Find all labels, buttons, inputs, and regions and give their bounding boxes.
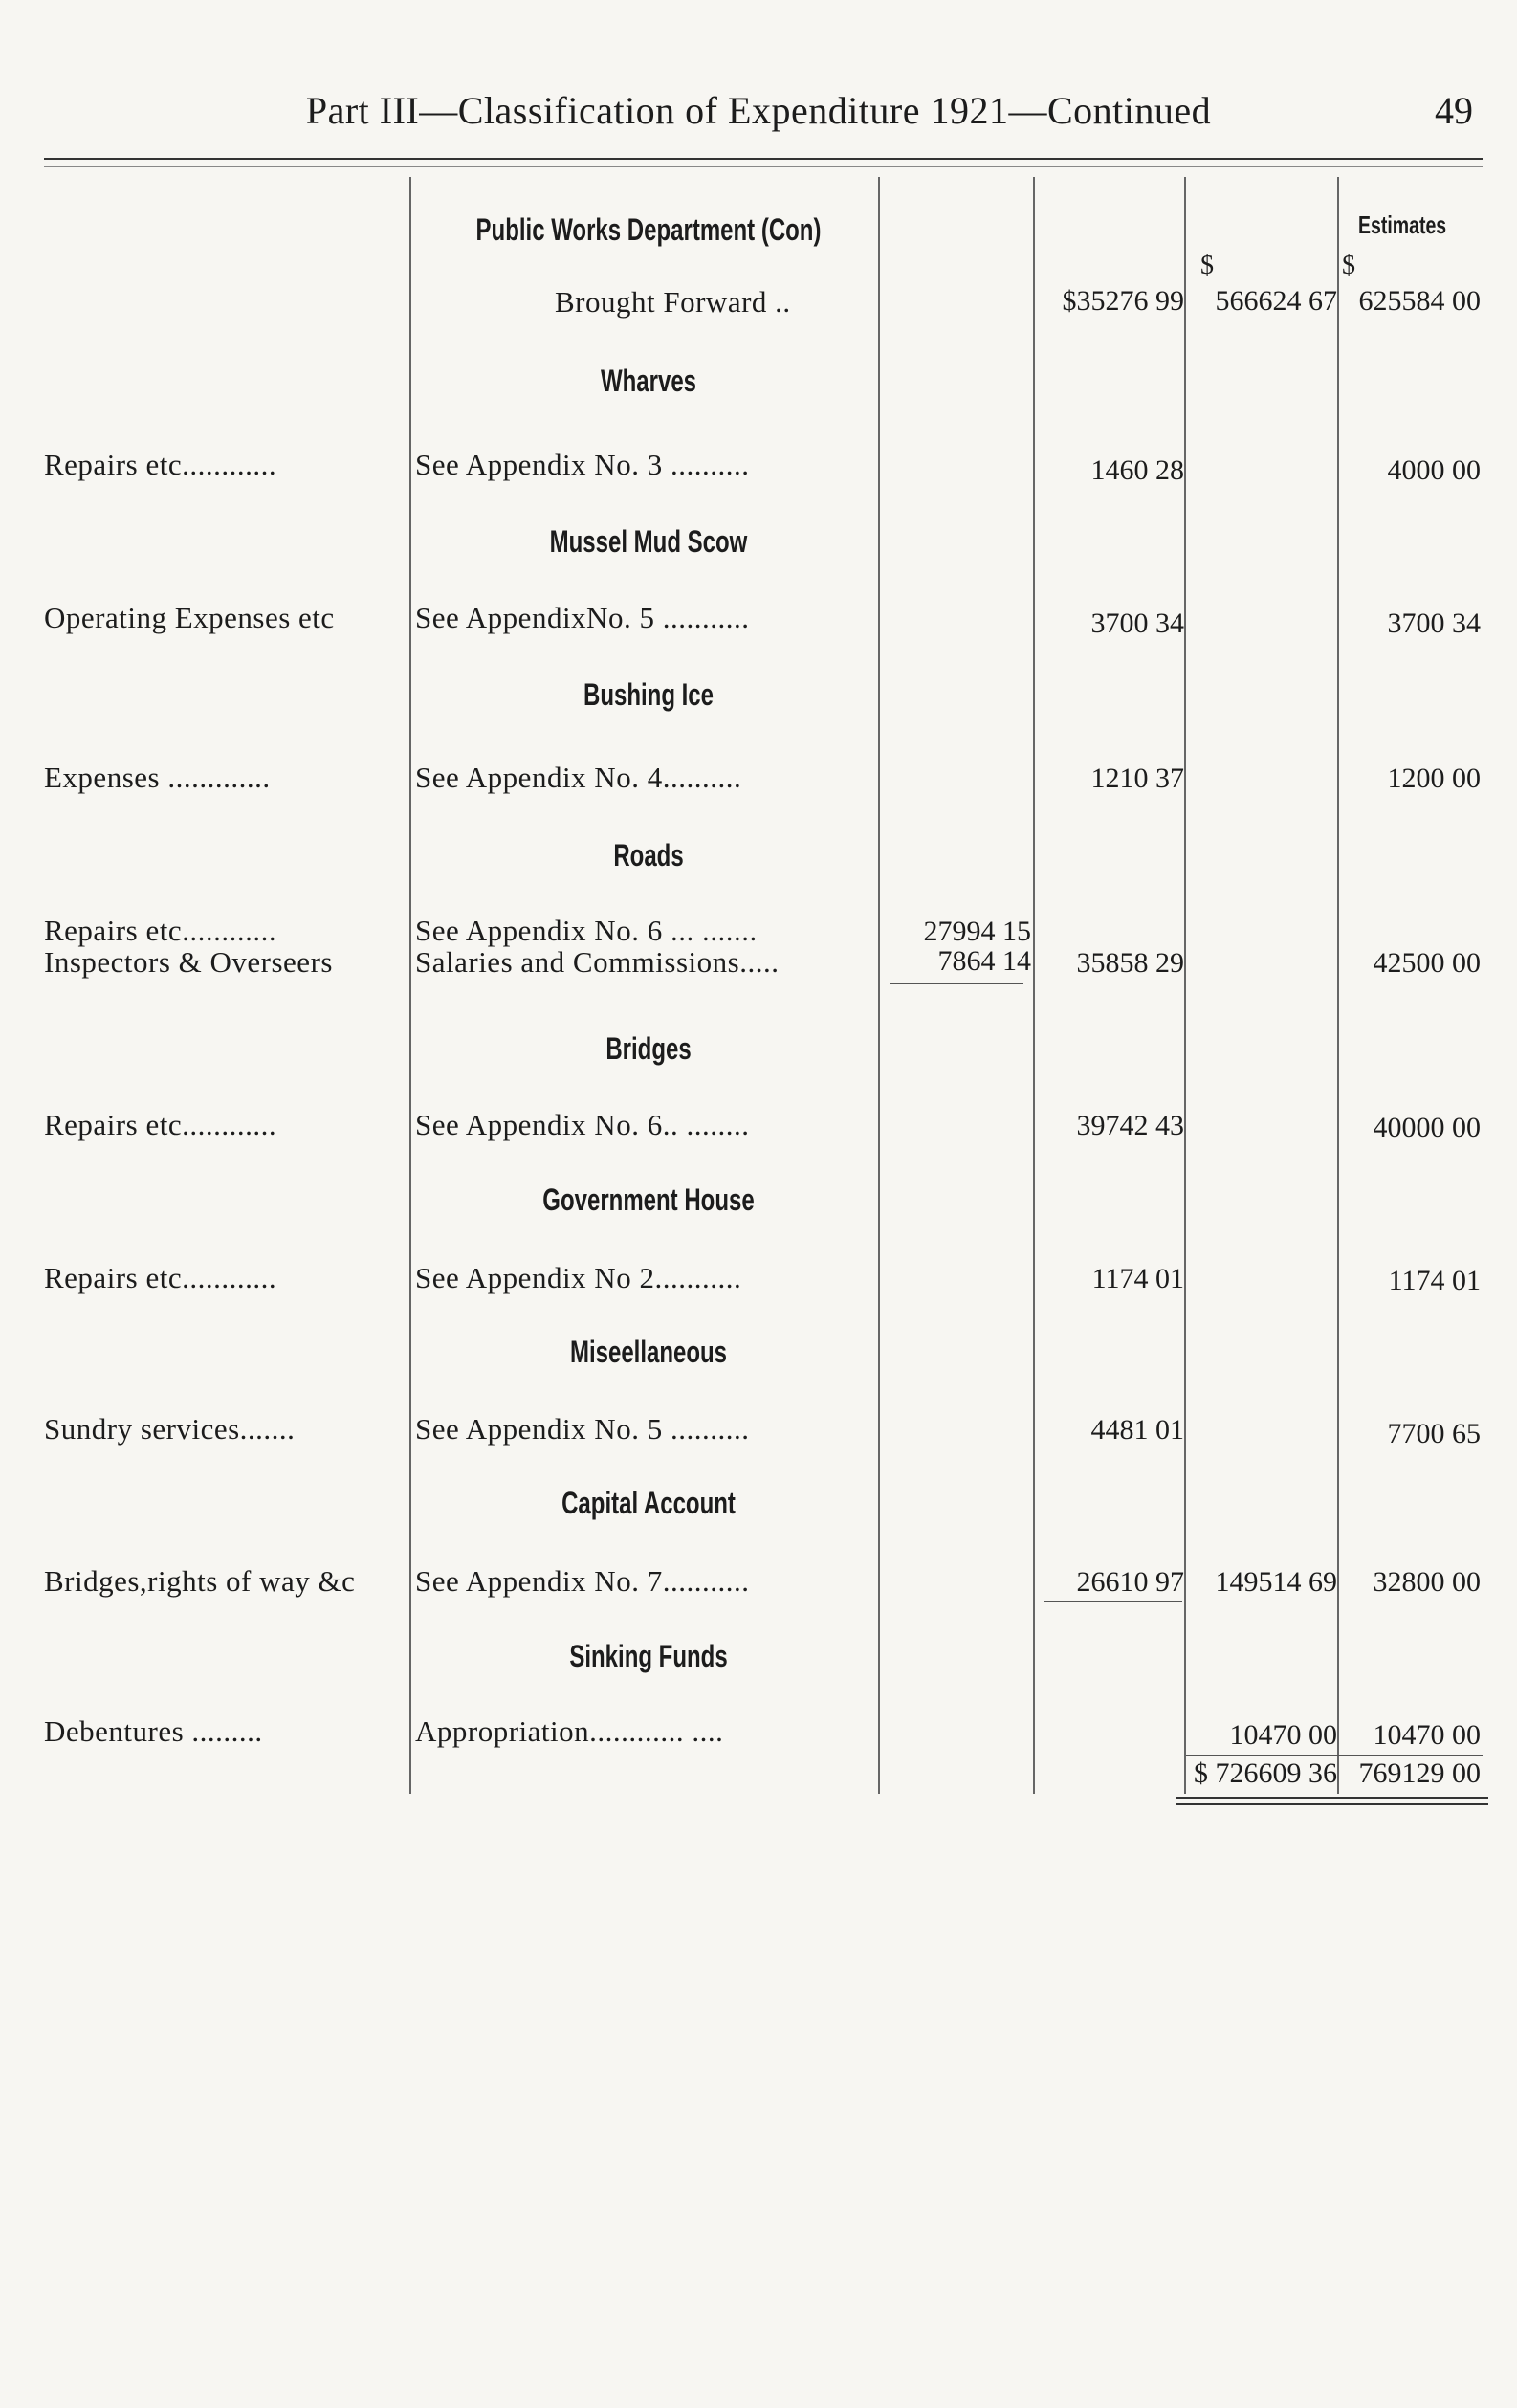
page-number: 49 [1435, 89, 1473, 132]
header-rule-thin [44, 166, 1483, 167]
item-label: Repairs etc............ [44, 1108, 277, 1141]
item-label: Bridges,rights of way &c [44, 1564, 356, 1598]
header-rule [44, 158, 1483, 160]
amount-col-d: 1174 01 [1388, 1265, 1481, 1296]
double-rule-top [1176, 1797, 1488, 1799]
double-rule-bottom [1176, 1803, 1488, 1805]
amount-col-b: 1460 28 [1090, 454, 1184, 486]
brought-forward-col-c: 566624 67 [1215, 285, 1337, 317]
section-heading-miscellaneous: Miseellaneous [569, 1335, 728, 1369]
brought-forward-label: Brought Forward .. [555, 285, 791, 319]
column-rule [1033, 177, 1035, 1794]
section-heading-government-house: Government House [542, 1182, 755, 1217]
total-col-c: $ 726609 36 [1194, 1757, 1337, 1789]
item-label: Repairs etc............ [44, 914, 277, 947]
amount-col-d: 40000 00 [1373, 1112, 1481, 1143]
amount-col-d: 32800 00 [1373, 1566, 1481, 1598]
item-reference: See Appendix No. 4.......... [415, 761, 742, 794]
amount-col-d: 1200 00 [1387, 762, 1481, 794]
amount-col-d: 3700 34 [1387, 608, 1481, 639]
amount-col-b: 3700 34 [1090, 608, 1184, 639]
brought-forward-col-b: $35276 99 [1062, 285, 1184, 317]
item-reference: See Appendix No. 3 .......... [415, 448, 750, 481]
item-reference: See AppendixNo. 5 ........... [415, 601, 750, 634]
amount-col-d: 7700 65 [1387, 1418, 1481, 1449]
subtotal-rule [890, 983, 1023, 984]
section-heading-capital-account: Capital Account [561, 1486, 736, 1520]
amount-col-c: 10470 00 [1229, 1719, 1337, 1751]
brought-forward-col-c-symbol: $ [1200, 251, 1214, 280]
total-rule [1186, 1755, 1483, 1756]
column-rule [1184, 177, 1186, 1794]
amount-col-a: 27994 15 [923, 916, 1031, 947]
item-label: Operating Expenses etc [44, 601, 335, 634]
item-reference: Salaries and Commissions..... [415, 945, 780, 979]
section-heading-roads: Roads [613, 838, 684, 873]
amount-col-b: 35858 29 [1076, 947, 1184, 979]
column-rule [409, 177, 411, 1794]
item-reference: See Appendix No. 5 .......... [415, 1412, 750, 1446]
item-reference: See Appendix No. 6.. ........ [415, 1108, 750, 1141]
amount-col-d: 42500 00 [1373, 947, 1481, 979]
amount-col-b: 39742 43 [1076, 1110, 1184, 1141]
section-heading-bushing-ice: Bushing Ice [583, 677, 715, 712]
section-heading-mussel-mud-scow: Mussel Mud Scow [549, 524, 748, 559]
item-reference: See Appendix No. 7........... [415, 1564, 750, 1598]
column-rule [878, 177, 880, 1794]
item-label: Sundry services....... [44, 1412, 296, 1446]
amount-col-b: 4481 01 [1090, 1414, 1184, 1446]
item-label: Expenses ............. [44, 761, 271, 794]
item-reference: See Appendix No. 6 ... ....... [415, 914, 758, 947]
brought-forward-col-d: 625584 00 [1358, 285, 1481, 317]
item-label: Repairs etc............ [44, 1261, 277, 1294]
estimates-label: Estimates [1358, 210, 1447, 239]
item-reference: See Appendix No 2........... [415, 1261, 742, 1294]
section-heading-bridges: Bridges [605, 1031, 692, 1066]
subtotal-rule [1044, 1601, 1182, 1602]
item-label: Debentures ......... [44, 1714, 263, 1748]
amount-col-c: 149514 69 [1215, 1566, 1337, 1598]
section-heading-sinking-funds: Sinking Funds [569, 1639, 728, 1673]
item-reference: Appropriation............ .... [415, 1714, 724, 1748]
amount-col-b: 1174 01 [1091, 1263, 1184, 1294]
brought-forward-col-d-symbol: $ [1342, 251, 1355, 280]
item-label: Repairs etc............ [44, 448, 277, 481]
amount-col-b: 1210 37 [1090, 762, 1184, 794]
section-heading-wharves: Wharves [600, 364, 697, 398]
column-rule [1337, 177, 1339, 1794]
amount-col-a: 7864 14 [937, 945, 1031, 977]
amount-col-d: 4000 00 [1387, 454, 1481, 486]
page-title: Part III—Classification of Expenditure 1921—Continued [305, 89, 1212, 132]
amount-col-b: 26610 97 [1076, 1566, 1184, 1598]
total-col-d: 769129 00 [1358, 1757, 1481, 1789]
item-label: Inspectors & Overseers [44, 945, 333, 979]
department-heading: Public Works Department (Con) [475, 212, 822, 247]
amount-col-d: 10470 00 [1373, 1719, 1481, 1751]
